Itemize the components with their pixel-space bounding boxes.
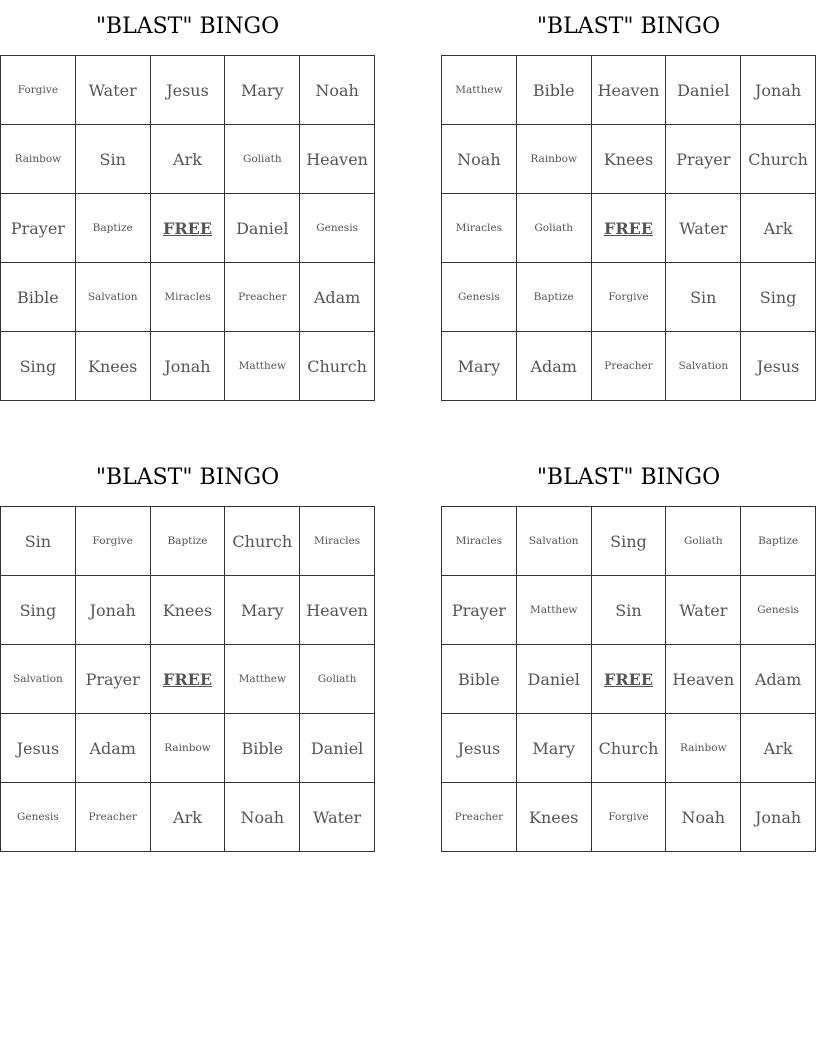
bingo-cell: Salvation	[516, 507, 591, 576]
bingo-cell: Adam	[516, 332, 591, 401]
bingo-cell: Church	[225, 507, 300, 576]
bingo-cell: Heaven	[300, 576, 375, 645]
bingo-row	[1, 645, 375, 714]
bingo-row	[1, 125, 375, 194]
bingo-row	[1, 263, 375, 332]
bingo-cell: Ark	[150, 783, 225, 852]
bingo-row	[442, 576, 816, 645]
bingo-cell: Mary	[442, 332, 517, 401]
bingo-cell: Miracles	[150, 263, 225, 332]
bingo-cell: Prayer	[442, 576, 517, 645]
bingo-cell: Heaven	[300, 125, 375, 194]
bingo-row	[1, 576, 375, 645]
bingo-row	[442, 332, 816, 401]
bingo-cell: Miracles	[442, 194, 517, 263]
bingo-cell: Ark	[741, 194, 816, 263]
bingo-row	[442, 56, 816, 125]
bingo-row	[1, 507, 375, 576]
bingo-card-1	[0, 0, 375, 401]
bingo-cell: Noah	[225, 783, 300, 852]
bingo-cell: Forgive	[591, 263, 666, 332]
bingo-cell: Prayer	[666, 125, 741, 194]
bingo-cell: Ark	[150, 125, 225, 194]
bingo-cell: Forgive	[75, 507, 150, 576]
bingo-cell: Sin	[591, 576, 666, 645]
bingo-cell: Miracles	[442, 507, 517, 576]
free-space-cell: FREE	[150, 645, 225, 714]
bingo-row	[442, 714, 816, 783]
bingo-cell: Rainbow	[516, 125, 591, 194]
bingo-cell: Preacher	[442, 783, 517, 852]
bingo-row	[442, 194, 816, 263]
bingo-row	[442, 125, 816, 194]
bingo-cell: Water	[666, 576, 741, 645]
bingo-cell: Matthew	[442, 56, 517, 125]
bingo-card-3	[0, 451, 375, 852]
bingo-cell: Jonah	[741, 783, 816, 852]
bingo-cell: Preacher	[591, 332, 666, 401]
bingo-cell: Jonah	[150, 332, 225, 401]
bingo-cell: Jonah	[741, 56, 816, 125]
bingo-cell: Jesus	[741, 332, 816, 401]
bingo-row	[442, 507, 816, 576]
bingo-cell: Water	[300, 783, 375, 852]
bingo-cell: Daniel	[666, 56, 741, 125]
bingo-cell: Bible	[442, 645, 517, 714]
bingo-cell: Noah	[442, 125, 517, 194]
card-title: "BLAST" BINGO	[536, 14, 721, 39]
free-space-cell: FREE	[150, 194, 225, 263]
bingo-cell: Noah	[666, 783, 741, 852]
bingo-cell: Daniel	[225, 194, 300, 263]
bingo-cell: Water	[666, 194, 741, 263]
bingo-cell: Church	[591, 714, 666, 783]
bingo-cell: Heaven	[666, 645, 741, 714]
bingo-cell: Jesus	[1, 714, 76, 783]
bingo-cell: Jonah	[75, 576, 150, 645]
bingo-cell: Rainbow	[666, 714, 741, 783]
bingo-cell: Goliath	[516, 194, 591, 263]
bingo-cell: Adam	[741, 645, 816, 714]
bingo-row	[442, 645, 816, 714]
bingo-grid	[441, 506, 816, 852]
card-title: "BLAST" BINGO	[95, 14, 280, 39]
bingo-cell: Adam	[300, 263, 375, 332]
bingo-row	[1, 332, 375, 401]
bingo-cell: Baptize	[741, 507, 816, 576]
free-space-cell: FREE	[591, 194, 666, 263]
bingo-grid	[0, 506, 375, 852]
bingo-cell: Church	[300, 332, 375, 401]
bingo-row	[1, 194, 375, 263]
bingo-cell: Jesus	[150, 56, 225, 125]
bingo-cell: Mary	[516, 714, 591, 783]
bingo-card-4	[441, 451, 816, 852]
bingo-cell: Sin	[75, 125, 150, 194]
bingo-cell: Mary	[225, 56, 300, 125]
bingo-cell: Bible	[1, 263, 76, 332]
bingo-cell: Goliath	[666, 507, 741, 576]
bingo-cell: Goliath	[300, 645, 375, 714]
bingo-cell: Knees	[516, 783, 591, 852]
bingo-cell: Genesis	[1, 783, 76, 852]
card-title: "BLAST" BINGO	[536, 465, 721, 490]
bingo-cell: Church	[741, 125, 816, 194]
bingo-cell: Sing	[1, 576, 76, 645]
bingo-cell: Baptize	[516, 263, 591, 332]
bingo-cell: Rainbow	[1, 125, 76, 194]
bingo-cell: Knees	[591, 125, 666, 194]
bingo-cell: Heaven	[591, 56, 666, 125]
bingo-row	[442, 263, 816, 332]
bingo-cell: Knees	[75, 332, 150, 401]
bingo-cell: Sin	[1, 507, 76, 576]
bingo-cell: Matthew	[225, 645, 300, 714]
bingo-cell: Sing	[1, 332, 76, 401]
card-title: "BLAST" BINGO	[95, 465, 280, 490]
bingo-cell: Sing	[591, 507, 666, 576]
free-space-cell: FREE	[591, 645, 666, 714]
bingo-cell: Genesis	[741, 576, 816, 645]
bingo-grid	[441, 55, 816, 401]
bingo-cell: Baptize	[150, 507, 225, 576]
bingo-card-2	[441, 0, 816, 401]
bingo-cell: Bible	[516, 56, 591, 125]
bingo-cell: Daniel	[300, 714, 375, 783]
bingo-cell: Genesis	[300, 194, 375, 263]
bingo-row	[1, 783, 375, 852]
bingo-row	[442, 783, 816, 852]
bingo-cell: Ark	[741, 714, 816, 783]
bingo-cell: Goliath	[225, 125, 300, 194]
bingo-cell: Adam	[75, 714, 150, 783]
bingo-cell: Preacher	[225, 263, 300, 332]
bingo-cell: Knees	[150, 576, 225, 645]
bingo-cell: Prayer	[75, 645, 150, 714]
bingo-cell: Prayer	[1, 194, 76, 263]
bingo-cell: Genesis	[442, 263, 517, 332]
bingo-cell: Jesus	[442, 714, 517, 783]
bingo-cell: Water	[75, 56, 150, 125]
bingo-cell: Salvation	[75, 263, 150, 332]
bingo-cell: Matthew	[516, 576, 591, 645]
bingo-cell: Sing	[741, 263, 816, 332]
bingo-cell: Mary	[225, 576, 300, 645]
bingo-cell: Baptize	[75, 194, 150, 263]
bingo-cell: Preacher	[75, 783, 150, 852]
bingo-grid	[0, 55, 375, 401]
bingo-row	[1, 714, 375, 783]
bingo-cell: Matthew	[225, 332, 300, 401]
bingo-cell: Forgive	[1, 56, 76, 125]
bingo-cell: Noah	[300, 56, 375, 125]
bingo-cell: Salvation	[666, 332, 741, 401]
bingo-cell: Miracles	[300, 507, 375, 576]
bingo-cell: Forgive	[591, 783, 666, 852]
bingo-cell: Bible	[225, 714, 300, 783]
bingo-cell: Daniel	[516, 645, 591, 714]
bingo-cell: Rainbow	[150, 714, 225, 783]
bingo-row	[1, 56, 375, 125]
bingo-cell: Sin	[666, 263, 741, 332]
bingo-cell: Salvation	[1, 645, 76, 714]
